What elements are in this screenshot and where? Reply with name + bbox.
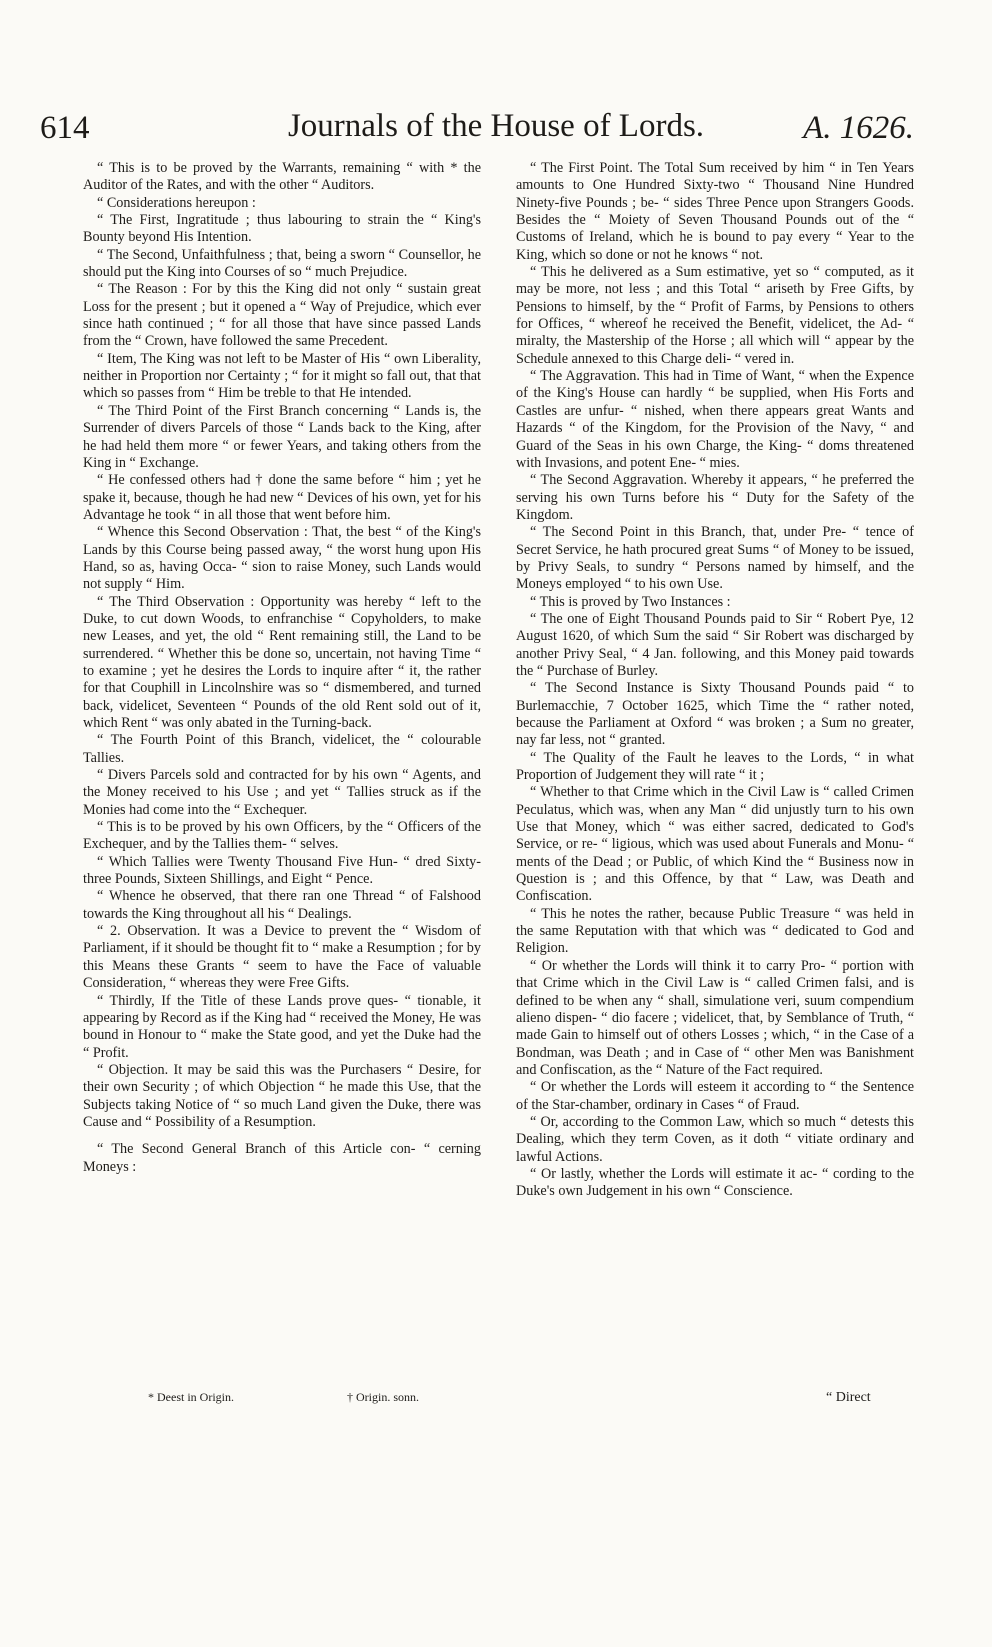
- paragraph: “ Considerations hereupon :: [97, 194, 256, 211]
- paragraph: “ Or, according to the Common Law, which so much “ detests this Dealing, which they term Coven, as it doth “ vitiate ordinary and lawful Actions.: [516, 1113, 914, 1165]
- paragraph: “ The Second General Branch of this Article con- “ cerning Moneys :: [83, 1141, 481, 1175]
- paragraph: “ Whence this Second Observation : That, the best “ of the King's Lands by this Course being passed away, “ the worst hung upon His Hand, so as, having Occa- “ sion to raise Money, such Lands would not supply “ Him.: [83, 524, 481, 593]
- paragraph: “ This is to be proved by the Warrants, remaining “ with * the Auditor of the Rates, and with the other “ Auditors.: [83, 160, 481, 194]
- paragraph: “ This he delivered as a Sum estimative, yet so “ computed, as it may be more, not less ; and this Total “ ariseth by Free Gifts, by Pensions to himself, by the “ Profit of Farms, by Pensions to others for Offices, “ whereof he received the Benefit, videlicet, the Ad- “ miralty, the Mastership of the Horse ; all which will “ appear by the Schedule annexed to this Charge deli- “ vered in.: [516, 264, 914, 367]
- paragraph: “ The Second, Unfaithfulness ; that, being a sworn “ Counsellor, he should put the King into Courses of so “ much Prejudice.: [83, 246, 481, 281]
- paragraph: “ The Reason : For by this the King did not only “ sustain great Loss for the present ; but it opened a “ Way of Prejudice, which ever since hath continued ; “ for all those that have since passed Lands from the “ Crown, have followed the same Precedent.: [83, 281, 481, 350]
- paragraph: “ The Second Instance is Sixty Thousand Pounds paid “ to Burlemacchie, 7 October 1625, which Time the “ rather noted, because the Parliament at Oxford “ was broken ; a Sum no greater, nay far less, not “ granted.: [516, 680, 914, 749]
- paragraph: “ The Second Aggravation. Whereby it appears, “ he preferred the serving his own Turns before his “ Duty for the Safety of the Kingdom.: [516, 472, 914, 523]
- paragraph: “ The Fourth Point of this Branch, videlicet, the “ colourable Tallies.: [83, 732, 481, 766]
- paragraph: “ Whence he observed, that there ran one Thread “ of Falshood towards the King throughout all his “ Dealings.: [83, 888, 481, 922]
- paragraph: “ Or whether the Lords will think it to carry Pro- “ portion with that Crime which in the Civil Law is “ called Crimen falsi, and is defined to be when any “ shall, simulatione veri, suum compendium alieno dispen- “ dio facere ; videlicet, that, by Semblance of Truth, “ made Gain to himself out of others Losses ; which, “ in the Case of a Bondman, was Death ; and in Case of “ other Men was Banishment and Confiscation, as the “ Nature of the Fact required.: [516, 957, 914, 1078]
- footnote: † Origin. sonn.: [347, 1390, 419, 1404]
- paragraph: “ Or lastly, whether the Lords will estimate it ac- “ cording to the Duke's own Judgement in his own “ Conscience.: [516, 1165, 914, 1200]
- paragraph: “ This he notes the rather, because Public Treasure “ was held in the same Reputation with that which was “ dedicated to God and Religion.: [516, 905, 914, 957]
- left-column: [83, 160, 481, 1176]
- paragraph: “ 2. Observation. It was a Device to prevent the “ Wisdom of Parliament, if it should be thought fit to “ make a Resumption ; for by this Means these Grants “ seem to have the Face of valuable Consideration, “ whereas they were Free Gifts.: [83, 923, 481, 992]
- paragraph: “ The Third Point of the First Branch concerning “ Lands is, the Surrender of divers Parcels of those “ Lands back to the King, after he had held them more “ or fewer Years, and taking others from the King in “ Exchange.: [83, 402, 481, 471]
- paragraph: “ The First Point. The Total Sum received by him “ in Ten Years amounts to One Hundred Sixty-two “ Thousand Nine Hundred Ninety-five Pounds ; be- “ sides Three Pence upon Strangers Goods. Besides the “ Moiety of Seven Thousand Pounds out of the “ Customs of Ireland, which he is bound to pay every “ Year to the King, which so done or not he knows “ not.: [516, 160, 914, 263]
- paragraph: “ He confessed others had † done the same before “ him ; yet he spake it, because, though he had new “ Devices of his own, yet for his Advantage he took “ in all those that went before him.: [83, 472, 481, 523]
- paragraph: “ The Quality of the Fault he leaves to the Lords, “ in what Proportion of Judgement they will rate “ it ;: [516, 749, 914, 784]
- paragraph: “ The First, Ingratitude ; thus labouring to strain the “ King's Bounty beyond His Intention.: [83, 212, 481, 246]
- paragraph: “ The Third Observation : Opportunity was hereby “ left to the Duke, to cut down Woods, to enfranchise “ Copyholders, to make new Leases, and yet, the old “ Rent remaining still, the Land to be surrendered. “ Whether this be done so, uncertain, not having Time “ to examine ; yet he desires the Lords to inquire after “ it, the rather for that Couphill in Lincolnshire was so “ dismembered, and turned back, videlicet, Seventeen “ Pounds of the old Rent sold out of it, which Rent “ was only abated in the Turning-back.: [83, 593, 481, 731]
- paragraph: “ Item, The King was not left to be Master of His “ own Liberality, neither in Proportion nor Certainty ; “ for it might so fall out, that that which so passes from “ Him be treble to that He intended.: [83, 350, 481, 402]
- right-column: [516, 160, 914, 1201]
- running-title: Journals of the House of Lords.: [287, 108, 705, 144]
- paragraph: “ Divers Parcels sold and contracted for by his own “ Agents, and the Money received to his Use ; and yet “ Tallies struck as if the Monies had come into the “ Exchequer.: [83, 767, 481, 818]
- paragraph: “ Which Tallies were Twenty Thousand Five Hun- “ dred Sixty-three Pounds, Sixteen Shillings, and Eight “ Pence.: [83, 853, 481, 888]
- footnote: * Deest in Origin.: [148, 1390, 234, 1404]
- page-header: [0, 0, 992, 150]
- catchword: “ Direct: [826, 1390, 871, 1405]
- paragraph: “ Objection. It may be said this was the Purchasers “ Desire, for their own Security ; of which Objection “ he made this Use, that the Subjects taking Notice of “ so much Land given the Duke, there was Cause and “ Possibility of a Resumption.: [83, 1061, 481, 1130]
- paragraph: “ This is proved by Two Instances :: [530, 593, 731, 610]
- paragraph: “ Whether to that Crime which in the Civil Law is “ called Crimen Peculatus, which was, when any Man “ did unjustly turn to his own Use that Money, which “ was either sacred, dedicated to God's Service, or re- “ ligious, which was used about Funerals and Monu- “ ments of the Dead ; or Public, of which Kind the “ Business now in Question is ; and this Offence, by that “ Law, was Death and Confiscation.: [516, 784, 914, 905]
- year-heading: A. 1626.: [803, 110, 914, 146]
- paragraph: “ This is to be proved by his own Officers, by the “ Officers of the Exchequer, and by the Tallies them- “ selves.: [83, 819, 481, 853]
- footnotes: [148, 1390, 529, 1405]
- page-number: 614: [40, 110, 90, 146]
- paragraph: “ Or whether the Lords will esteem it according to “ the Sentence of the Star-chamber, ordinary in Cases “ of Fraud.: [516, 1079, 914, 1113]
- paragraph: “ The one of Eight Thousand Pounds paid to Sir “ Robert Pye, 12 August 1620, of which Sum the said “ Sir Robert was discharged by another Privy Seal, “ 4 Jan. following, and this Money paid towards the “ Purchase of Burley.: [516, 610, 914, 679]
- paragraph: “ The Aggravation. This had in Time of Want, “ when the Expence of the King's House can hardly “ be supplied, when His Forts and Castles are unfur- “ nished, when there appears great Wants and Hazards “ of the Kingdom, for the Provision of the Navy, “ and Guard of the Seas in his own Charge, the King- “ doms threatened with Invasions, and potent Ene- “ mies.: [516, 368, 914, 471]
- paragraph: “ Thirdly, If the Title of these Lands prove ques- “ tionable, it appearing by Record as if the King had “ received the Money, He was bound in Honour to “ make the State good, and yet the Duke had the “ Profit.: [83, 992, 481, 1061]
- paragraph: “ The Second Point in this Branch, that, under Pre- “ tence of Secret Service, he hath procured great Sums “ of Money to be issued, by Privy Seals, to sundry “ Persons named by himself, and the Moneys employed “ to his own Use.: [516, 524, 914, 593]
